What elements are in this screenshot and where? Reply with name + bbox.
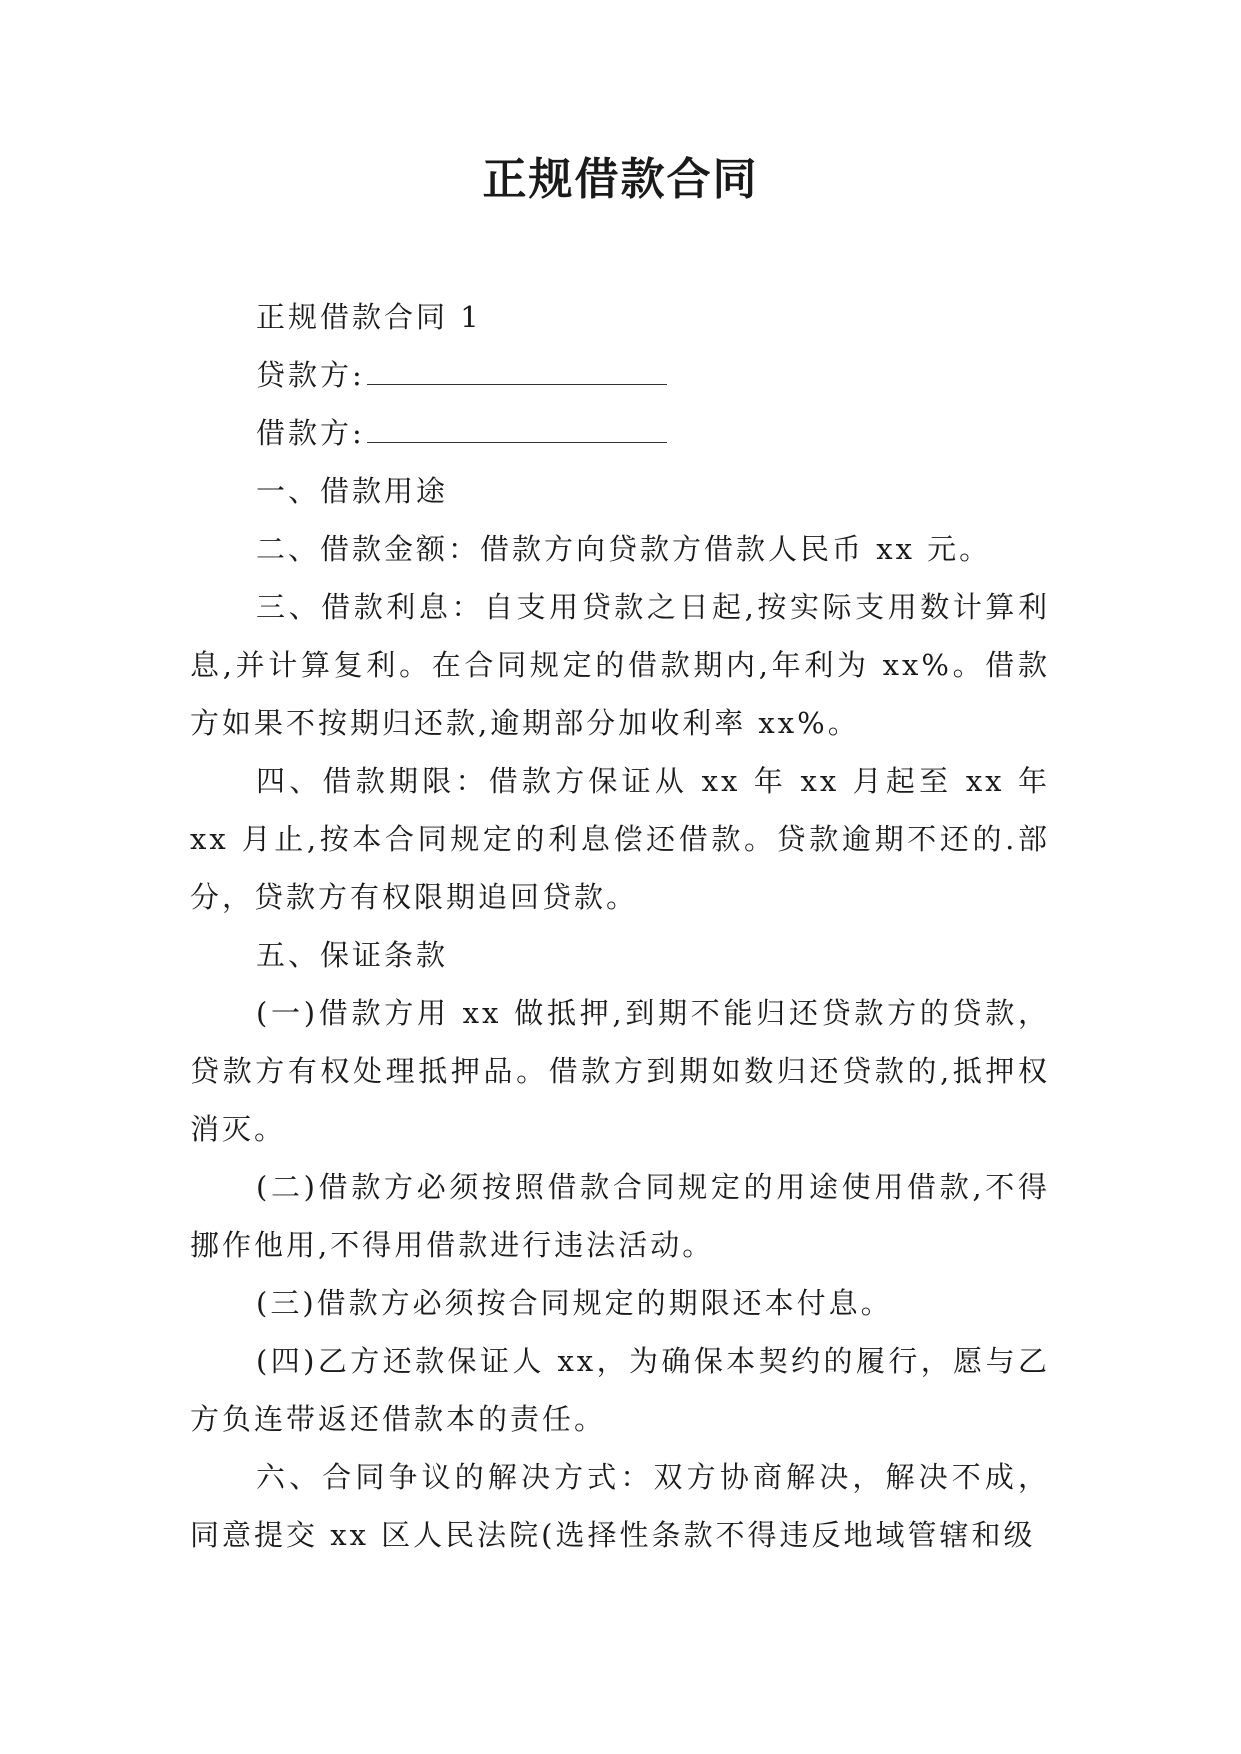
borrower-blank — [367, 416, 667, 443]
lender-blank — [367, 358, 667, 385]
clause-paragraph: 四、借款期限：借款方保证从 xx 年 xx 月起至 xx 年 xx 月止,按本合同规定的利息偿还借款。贷款逾期不还的.部分，贷款方有权限期追回贷款。 — [190, 764, 1050, 914]
clause-paragraph: 六、合同争议的解决方式：双方协商解决，解决不成，同意提交 xx 区人民法院(选择性条款不得违反地域管辖和级 — [190, 1460, 1050, 1552]
clause-paragraph: 二、借款金额：借款方向贷款方借款人民币 xx 元。 — [256, 532, 992, 566]
clause-paragraph: (二)借款方必须按照借款合同规定的用途使用借款,不得挪作他用,不得用借款进行违法活动。 — [190, 1170, 1050, 1262]
lender-line — [190, 346, 1050, 404]
clause-paragraph: 三、借款利息：自支用贷款之日起,按实际支用数计算利息,并计算复利。在合同规定的借款期内,年利为 xx%。借款方如果不按期归还款,逾期部分加收利率 xx%。 — [190, 590, 1050, 740]
clause-paragraph: 一、借款用途 — [256, 474, 449, 508]
clause-paragraph: (一)借款方用 xx 做抵押,到期不能归还贷款方的贷款，贷款方有权处理抵押品。借款方到期如数归还贷款的,抵押权消灭。 — [190, 996, 1050, 1146]
borrower-line — [190, 404, 1050, 462]
clause-paragraph: (四)乙方还款保证人 xx，为确保本契约的履行，愿与乙方负连带返还借款本的责任。 — [190, 1344, 1050, 1436]
document-title: 正规借款合同 — [482, 154, 759, 205]
borrower-label: 借款方: — [256, 416, 365, 450]
clause-paragraph: (三)借款方必须按合同规定的期限还本付息。 — [256, 1286, 893, 1320]
document-body — [190, 288, 1050, 1564]
lender-label: 贷款方: — [256, 358, 365, 392]
contract-heading: 正规借款合同 1 — [256, 300, 482, 334]
clause-paragraph: 五、保证条款 — [256, 938, 449, 972]
